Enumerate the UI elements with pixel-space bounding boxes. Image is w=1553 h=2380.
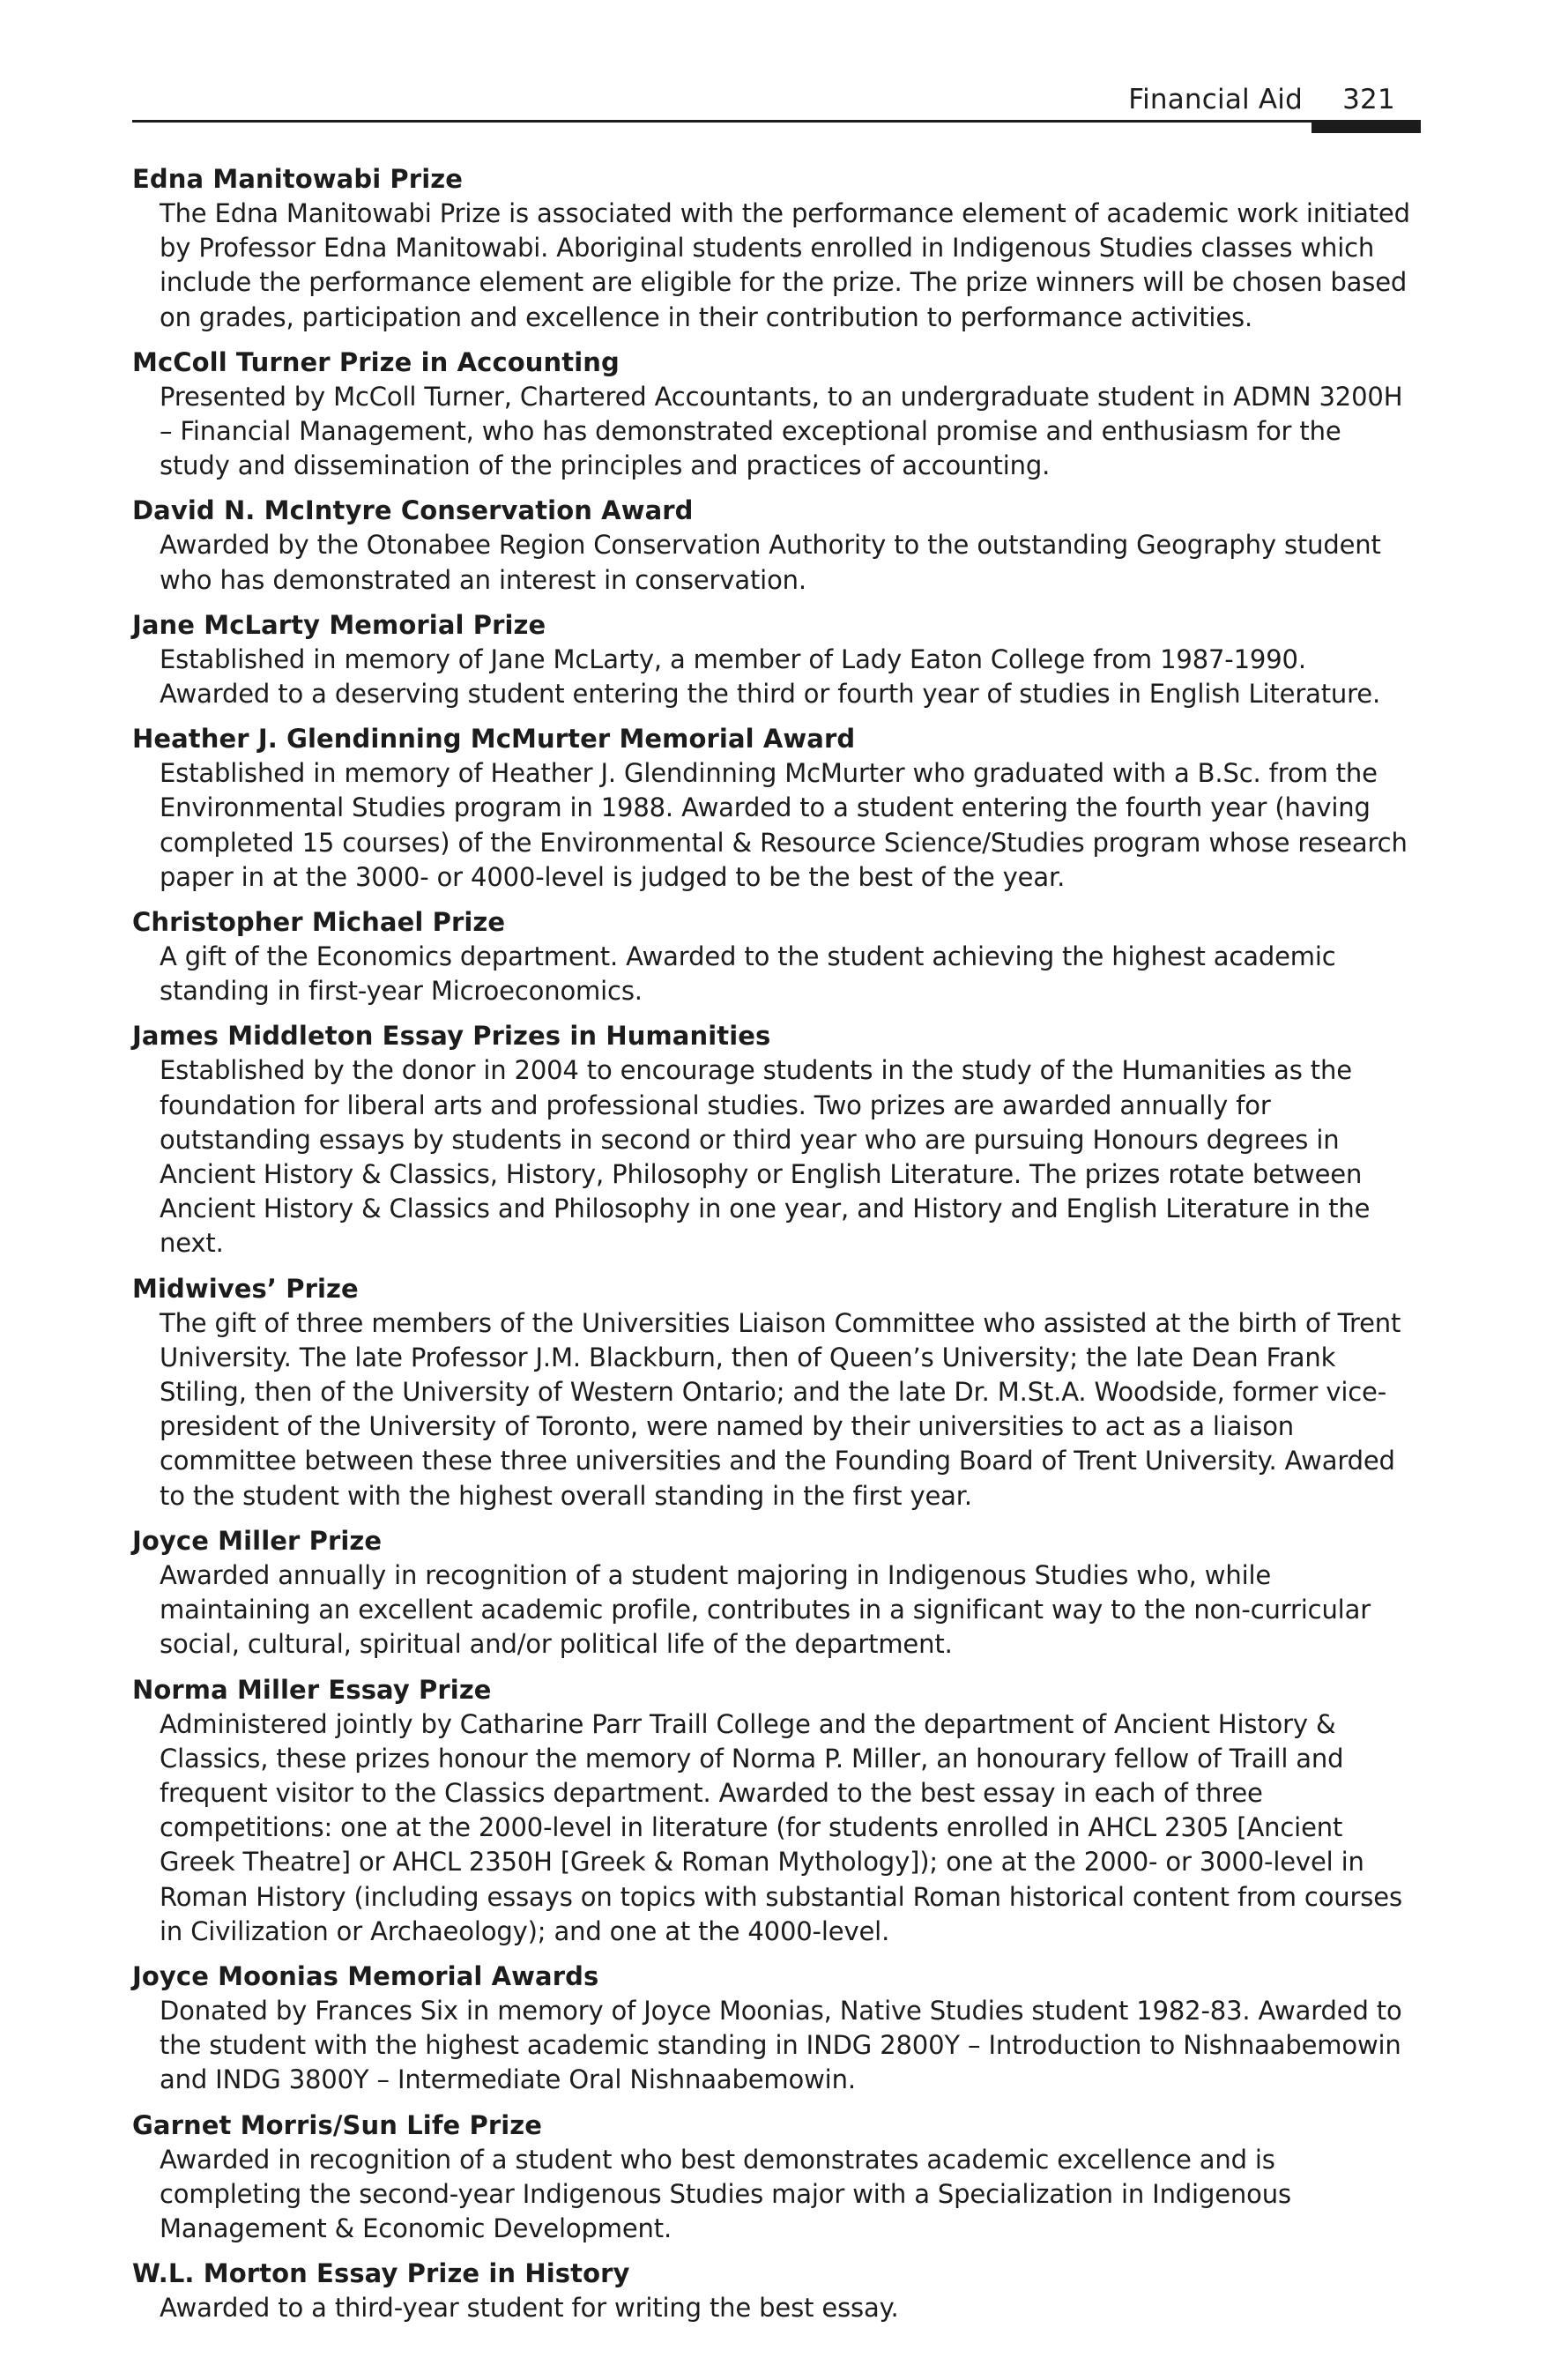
award-title: Midwives’ Prize — [132, 1273, 359, 1304]
award-title: Garnet Morris/Sun Life Prize — [132, 2109, 543, 2140]
award-entry — [132, 2109, 1419, 2247]
award-title: Joyce Moonias Memorial Awards — [132, 1960, 599, 1991]
award-description: Awarded by the Otonabee Region Conservation Authority to the outstanding Geography student who has demonstrated an interest in conservation. — [160, 530, 1381, 595]
award-description: The gift of three members of the Universities Liaison Committee who assisted at the birth of Trent University. The late Professor J.M. Blackburn, then of Queen’s University; the late Dean Frank Stiling, then of the University of Western Ontario; and the late Dr. M.St.A. Woodside, former vice-president of the University of Toronto, were named by their universities to act as a liaison committee between these three universities and the Founding Board of Trent University. Awarded to the student with the highest overall standing in the first year. — [160, 1307, 1401, 1511]
award-title: Joyce Miller Prize — [132, 1525, 383, 1556]
award-description: Established by the donor in 2004 to encourage students in the study of the Humanities as the foundation for liberal arts and professional studies. Two prizes are awarded annually for outstanding essays by students in second or third year who are pursuing Honours degrees in Ancient History & Classics, History, Philosophy or English Literature. The prizes rotate between Ancient History & Classics and Philosophy in one year, and History and English Literature in the next. — [160, 1055, 1371, 1259]
award-entry — [132, 1272, 1419, 1514]
award-description: Established in memory of Jane McLarty, a member of Lady Eaton College from 1987-1990. Awarded to a deserving student entering the third or fourth year of studies in English Literature. — [160, 643, 1381, 710]
page-number: 321 — [1342, 84, 1395, 115]
award-title: Jane McLarty Memorial Prize — [132, 609, 546, 640]
award-list — [132, 162, 1419, 2336]
award-entry — [132, 162, 1419, 335]
section-title: Financial Aid — [1128, 84, 1303, 115]
header-text — [1128, 81, 1419, 118]
award-description: Established in memory of Heather J. Glendinning McMurter who graduated with a B.Sc. from the Environmental Studies program in 1988. Awarded to a student entering the fourth year (having completed 15 courses) of the Environmental & Resource Science/Studies program whose research paper in at the 3000- or 4000-level is judged to be the best of the year. — [160, 758, 1408, 892]
award-entry — [132, 1960, 1419, 2098]
award-title: W.L. Morton Essay Prize in History — [132, 2258, 630, 2289]
award-title: James Middleton Essay Prizes in Humanities — [132, 1021, 771, 1052]
award-description: Donated by Frances Six in memory of Joyce Moonias, Native Studies student 1982-83. Awarded to the student with the highest academic standing in INDG 2800Y – Introduction to Nishnaabemowin and INDG 3800Y – Intermediate Oral Nishnaabemowin. — [160, 1995, 1402, 2095]
award-entry — [132, 608, 1419, 711]
award-entry — [132, 346, 1419, 484]
award-entry — [132, 494, 1419, 597]
header-rule-tab — [1312, 120, 1421, 133]
award-entry — [132, 2257, 1419, 2325]
award-title: Christopher Michael Prize — [132, 907, 506, 938]
header-rule — [132, 120, 1419, 123]
award-title: David N. McIntyre Conservation Award — [132, 495, 694, 526]
award-description: The Edna Manitowabi Prize is associated with the performance element of academic work initiated by Professor Edna Manitowabi. Aboriginal students enrolled in Indigenous Studies classes which include the performance element are eligible for the prize. The prize winners will be chosen based on grades, participation and excellence in their contribution to performance activities. — [160, 198, 1410, 332]
award-entry — [132, 1019, 1419, 1261]
award-title: Heather J. Glendinning McMurter Memorial Award — [132, 724, 856, 755]
award-title: Norma Miller Essay Prize — [132, 1674, 492, 1705]
award-description: Administered jointly by Catharine Parr Traill College and the department of Ancient History & Classics, these prizes honour the memory of Norma P. Miller, an honourary fellow of Traill and frequent visitor to the Classics department. Awarded to the best essay in each of three competitions: one at the 2000-level in literature (for students enrolled in AHCL 2305 [Ancient Greek Theatre] or AHCL 2350H [Greek & Roman Mythology]); one at the 2000- or 3000-level in Roman History (including essays on topics with substantial Roman historical content from courses in Civilization or Archaeology); and one at the 4000-level. — [160, 1708, 1402, 1946]
award-description: Awarded in recognition of a student who best demonstrates academic excellence and is completing the second-year Indigenous Studies major with a Specialization in Indigenous Management & Economic Development. — [160, 2144, 1291, 2243]
award-entry — [132, 1524, 1419, 1662]
award-description: Awarded to a third-year student for writing the best essay. — [160, 2293, 899, 2324]
award-description: Awarded annually in recognition of a student majoring in Indigenous Studies who, while maintaining an excellent academic profile, contributes in a significant way to the non-curricular social, cultural, spiritual and/or political life of the department. — [160, 1559, 1371, 1660]
running-header — [132, 81, 1419, 122]
award-title: Edna Manitowabi Prize — [132, 164, 463, 194]
award-entry — [132, 722, 1419, 895]
award-description: A gift of the Economics department. Awarded to the student achieving the highest academic standing in first-year Microeconomics. — [160, 941, 1336, 1007]
award-entry — [132, 905, 1419, 1008]
award-title: McColl Turner Prize in Accounting — [132, 346, 620, 377]
award-description: Presented by McColl Turner, Chartered Accountants, to an undergraduate student in ADMN 3200H – Financial Management, who has demonstrated exceptional promise and enthusiasm for the study and dissemination of the principles and practices of accounting. — [160, 381, 1403, 481]
award-entry — [132, 1673, 1419, 1949]
